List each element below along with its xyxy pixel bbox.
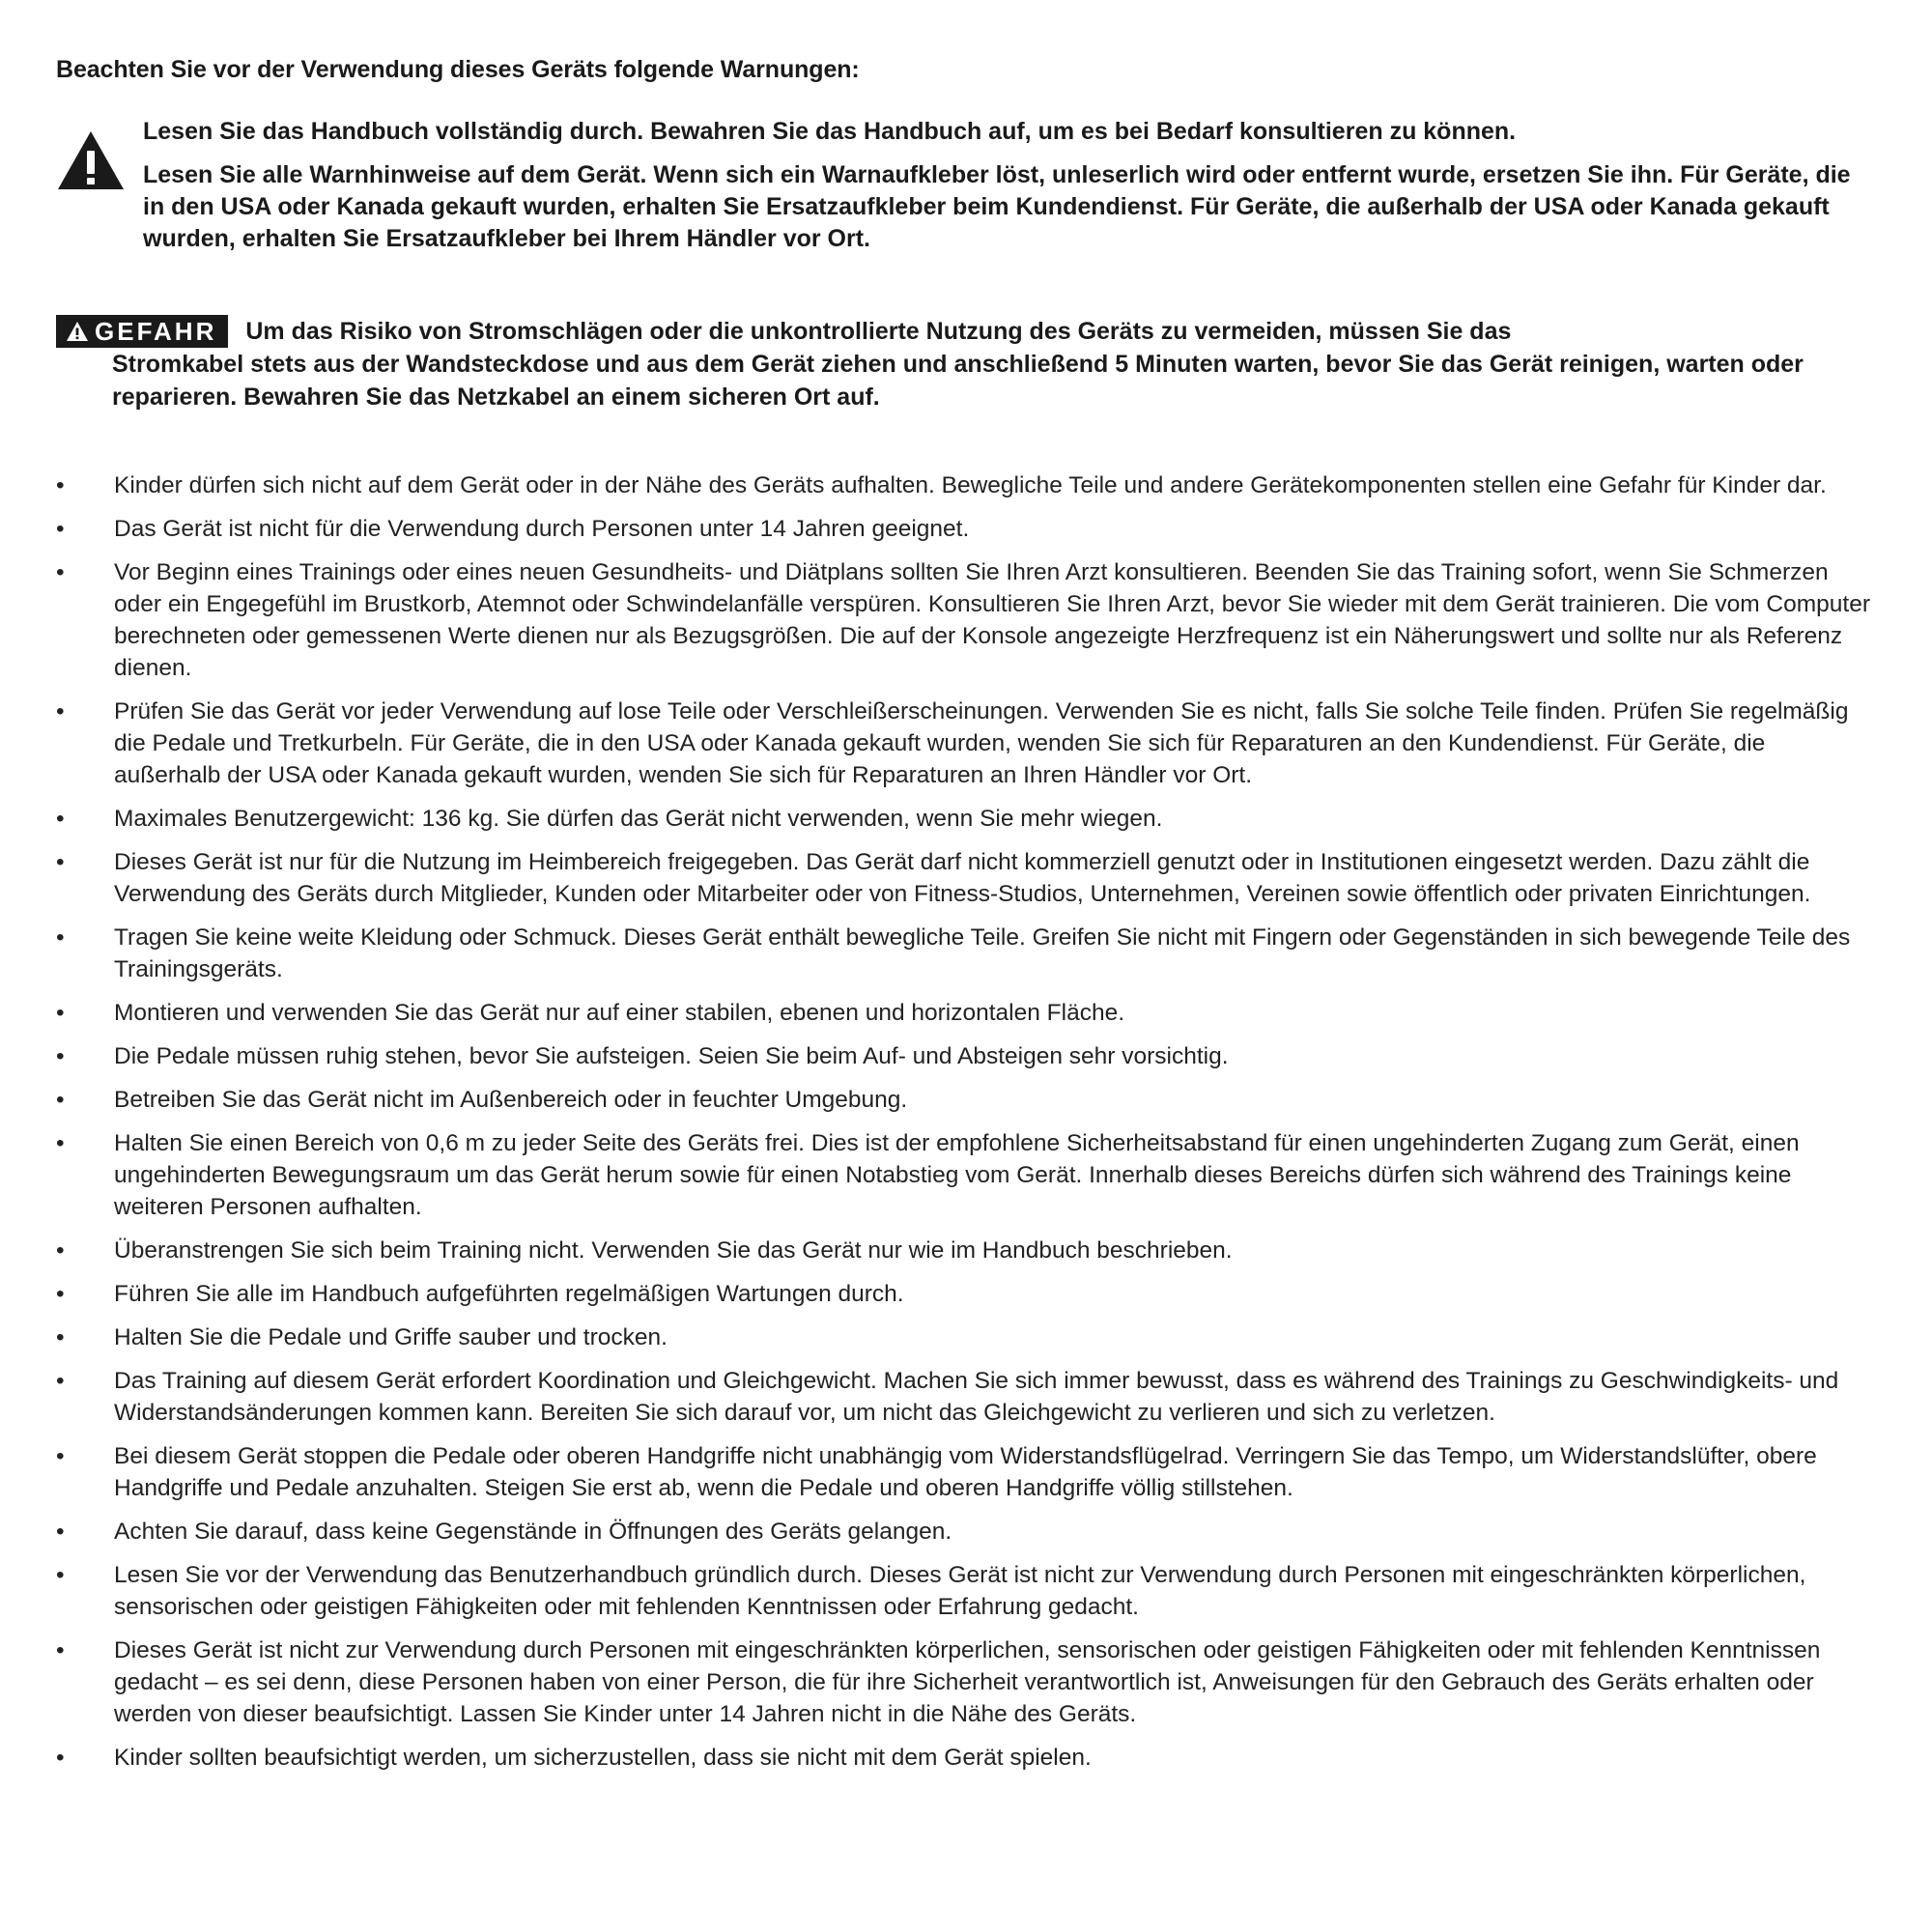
list-item-text: Montieren und verwenden Sie das Gerät nur auf einer stabilen, ebenen und horizontalen Fläche. xyxy=(114,1000,1125,1026)
danger-block xyxy=(56,315,1853,413)
warning-texts xyxy=(143,116,1872,267)
bullet-marker: • xyxy=(56,1519,65,1545)
danger-label: GEFAHR xyxy=(95,317,217,346)
danger-text-first: Um das Risiko von Stromschlägen oder die unkontrollierte Nutzung des Geräts zu vermeiden, müssen Sie das xyxy=(245,318,1512,345)
list-item xyxy=(56,1440,1872,1504)
list-item xyxy=(56,1278,1872,1310)
list-item xyxy=(56,556,1872,684)
list-item-text: Prüfen Sie das Gerät vor jeder Verwendung auf lose Teile oder Verschleißerscheinungen. Verwenden Sie es nicht, falls Sie solche Teile finden. Prüfen Sie regelmäßig die Pedale und Tretkurbeln. Für Geräte, die in den USA oder Kanada gekauft wurden, wenden Sie sich für Reparaturen an den Kundendienst. Für Geräte, die außerhalb der USA oder Kanada gekauft wurden, wenden Sie sich für Reparaturen an Ihren Händler vor Ort. xyxy=(114,698,1849,788)
bullet-marker: • xyxy=(56,698,65,724)
list-item-text: Tragen Sie keine weite Kleidung oder Schmuck. Dieses Gerät enthält bewegliche Teile. Greifen Sie nicht mit Fingern oder Gegenständen in sich bewegende Teile des Trainingsgeräts. xyxy=(114,924,1851,982)
list-item xyxy=(56,846,1872,910)
bullet-marker: • xyxy=(56,1237,65,1264)
bullet-marker: • xyxy=(56,1562,65,1588)
list-item-text: Bei diesem Gerät stoppen die Pedale oder oberen Handgriffe nicht unabhängig vom Widerstandsflügelrad. Verringern Sie das Tempo, um Widerstandslüfter, obere Handgriffe und Pedale anzuhalten. Steigen Sie erst ab, wenn die Pedale und oberen Handgriffe völlig stillstehen. xyxy=(114,1443,1817,1501)
list-item-text: Überanstrengen Sie sich beim Training nicht. Verwenden Sie das Gerät nur wie im Handbuch beschrieben. xyxy=(114,1237,1233,1264)
danger-badge xyxy=(56,315,228,348)
list-item-text: Vor Beginn eines Trainings oder eines neuen Gesundheits- und Diätplans sollten Sie Ihren Arzt konsultieren. Beenden Sie das Training sofort, wenn Sie Schmerzen oder ein Engegefühl im Brustkorb, Atemnot oder Schwindelanfälle verspüren. Konsultieren Sie Ihren Arzt, bevor Sie wieder mit dem Gerät trainieren. Die vom Computer berechneten oder gemessenen Werte dienen nur als Bezugsgrößen. Die auf der Konsole angezeigte Herzfrequenz ist ein Näherungswert und sollte nur als Referenz dienen. xyxy=(114,559,1870,681)
bullet-marker: • xyxy=(56,1087,65,1113)
list-item xyxy=(56,803,1872,835)
danger-triangle-icon xyxy=(66,321,89,342)
bullet-marker: • xyxy=(56,1281,65,1307)
list-item-text: Achten Sie darauf, dass keine Gegenstände in Öffnungen des Geräts gelangen. xyxy=(114,1519,952,1545)
list-item-text: Maximales Benutzergewicht: 136 kg. Sie dürfen das Gerät nicht verwenden, wenn Sie mehr wiegen. xyxy=(114,806,1163,832)
intro-heading: Beachten Sie vor der Verwendung dieses Geräts folgende Warnungen: xyxy=(56,56,860,83)
list-item xyxy=(56,696,1872,791)
list-item xyxy=(56,1516,1872,1548)
list-item-text: Dieses Gerät ist nicht zur Verwendung durch Personen mit eingeschränkten körperlichen, sensorischen oder geistigen Fähigkeiten oder mit fehlenden Kenntnissen gedacht – es sei denn, diese Personen haben von einer Person, die für ihre Sicherheit verantwortlich ist, Anweisungen für den Gebrauch des Geräts erhalten oder werden von dieser beaufsichtigt. Lassen Sie Kinder unter 14 Jahren nicht in die Nähe des Geräts. xyxy=(114,1637,1821,1727)
danger-text-rest: Stromkabel stets aus der Wandsteckdose und aus dem Gerät ziehen und anschließend 5 Minuten warten, bevor Sie das Gerät reinigen, warten oder reparieren. Bewahren Sie das Netzkabel an einem sicheren Ort auf. xyxy=(112,351,1804,411)
bullet-marker: • xyxy=(56,559,65,585)
list-item-text: Halten Sie einen Bereich von 0,6 m zu jeder Seite des Geräts frei. Dies ist der empfohlene Sicherheitsabstand für einen ungehinderten Zugang zum Gerät, einen ungehinderten Bewegungsraum um das Gerät herum sowie für einen Notabstieg vom Gerät. Innerhalb dieses Bereichs dürfen sich während des Trainings keine weiteren Personen aufhalten. xyxy=(114,1130,1800,1220)
list-item-text: Das Gerät ist nicht für die Verwendung durch Personen unter 14 Jahren geeignet. xyxy=(114,516,970,542)
list-item xyxy=(56,1634,1872,1730)
bullet-marker: • xyxy=(56,516,65,542)
safety-list xyxy=(56,469,1872,1785)
list-item xyxy=(56,922,1872,985)
list-item-text: Die Pedale müssen ruhig stehen, bevor Sie aufsteigen. Seien Sie beim Auf- und Absteigen sehr vorsichtig. xyxy=(114,1043,1229,1069)
list-item-text: Führen Sie alle im Handbuch aufgeführten regelmäßigen Wartungen durch. xyxy=(114,1281,904,1307)
bullet-marker: • xyxy=(56,849,65,875)
list-item xyxy=(56,513,1872,545)
list-item xyxy=(56,1040,1872,1072)
list-item xyxy=(56,997,1872,1029)
warning-line: Lesen Sie alle Warnhinweise auf dem Gerät. Wenn sich ein Warnaufkleber löst, unleserlich wird oder entfernt wurde, ersetzen Sie ihn. Für Geräte, die in den USA oder Kanada gekauft wurden, erhalten Sie Ersatzaufkleber beim Kundendienst. Für Geräte, die außerhalb der USA oder Kanada gekauft wurden, erhalten Sie Ersatzaufkleber bei Ihrem Händler vor Ort. xyxy=(143,161,1851,252)
bullet-marker: • xyxy=(56,1637,65,1663)
warning-line: Lesen Sie das Handbuch vollständig durch. Bewahren Sie das Handbuch auf, um es bei Bedarf konsultieren zu können. xyxy=(143,118,1517,145)
list-item-text: Das Training auf diesem Gerät erfordert Koordination und Gleichgewicht. Machen Sie sich immer bewusst, dass es während des Trainings zu Geschwindigkeits- und Widerstandsänderungen kommen kann. Bereiten Sie sich darauf vor, um nicht das Gleichgewicht zu verlieren und sich zu verletzen. xyxy=(114,1368,1839,1426)
list-item xyxy=(56,1084,1872,1116)
list-item xyxy=(56,1742,1872,1774)
bullet-marker: • xyxy=(56,1368,65,1394)
list-item xyxy=(56,1559,1872,1623)
bullet-marker: • xyxy=(56,1443,65,1469)
list-item-text: Halten Sie die Pedale und Griffe sauber und trocken. xyxy=(114,1324,668,1350)
list-item xyxy=(56,1127,1872,1223)
list-item xyxy=(56,1365,1872,1429)
bullet-marker: • xyxy=(56,1043,65,1069)
bullet-marker: • xyxy=(56,472,65,498)
bullet-marker: • xyxy=(56,1000,65,1026)
list-item xyxy=(56,1321,1872,1353)
list-item-text: Kinder sollten beaufsichtigt werden, um sicherzustellen, dass sie nicht mit dem Gerät spielen. xyxy=(114,1745,1092,1771)
list-item-text: Betreiben Sie das Gerät nicht im Außenbereich oder in feuchter Umgebung. xyxy=(114,1087,908,1113)
bullet-marker: • xyxy=(56,1745,65,1771)
warning-triangle-icon xyxy=(56,129,126,191)
bullet-marker: • xyxy=(56,806,65,832)
list-item-text: Lesen Sie vor der Verwendung das Benutzerhandbuch gründlich durch. Dieses Gerät ist nicht zur Verwendung durch Personen mit eingeschränkten körperlichen, sensorischen oder geistigen Fähigkeiten oder mit fehlenden Kenntnissen oder Erfahrung gedacht. xyxy=(114,1562,1806,1620)
bullet-marker: • xyxy=(56,1130,65,1156)
bullet-marker: • xyxy=(56,924,65,951)
list-item-text: Kinder dürfen sich nicht auf dem Gerät oder in der Nähe des Geräts aufhalten. Bewegliche Teile und andere Gerätekomponenten stellen eine Gefahr für Kinder dar. xyxy=(114,472,1827,498)
list-item xyxy=(56,469,1872,501)
list-item xyxy=(56,1235,1872,1266)
danger-first-line xyxy=(56,315,1853,348)
bullet-marker: • xyxy=(56,1324,65,1350)
list-item-text: Dieses Gerät ist nur für die Nutzung im Heimbereich freigegeben. Das Gerät darf nicht kommerziell genutzt oder in Institutionen eingesetzt werden. Dazu zählt die Verwendung des Geräts durch Mitglieder, Kunden oder Mitarbeiter oder von Fitness-Studios, Unternehmen, Vereinen sowie öffentlich oder privaten Einrichtungen. xyxy=(114,849,1811,907)
